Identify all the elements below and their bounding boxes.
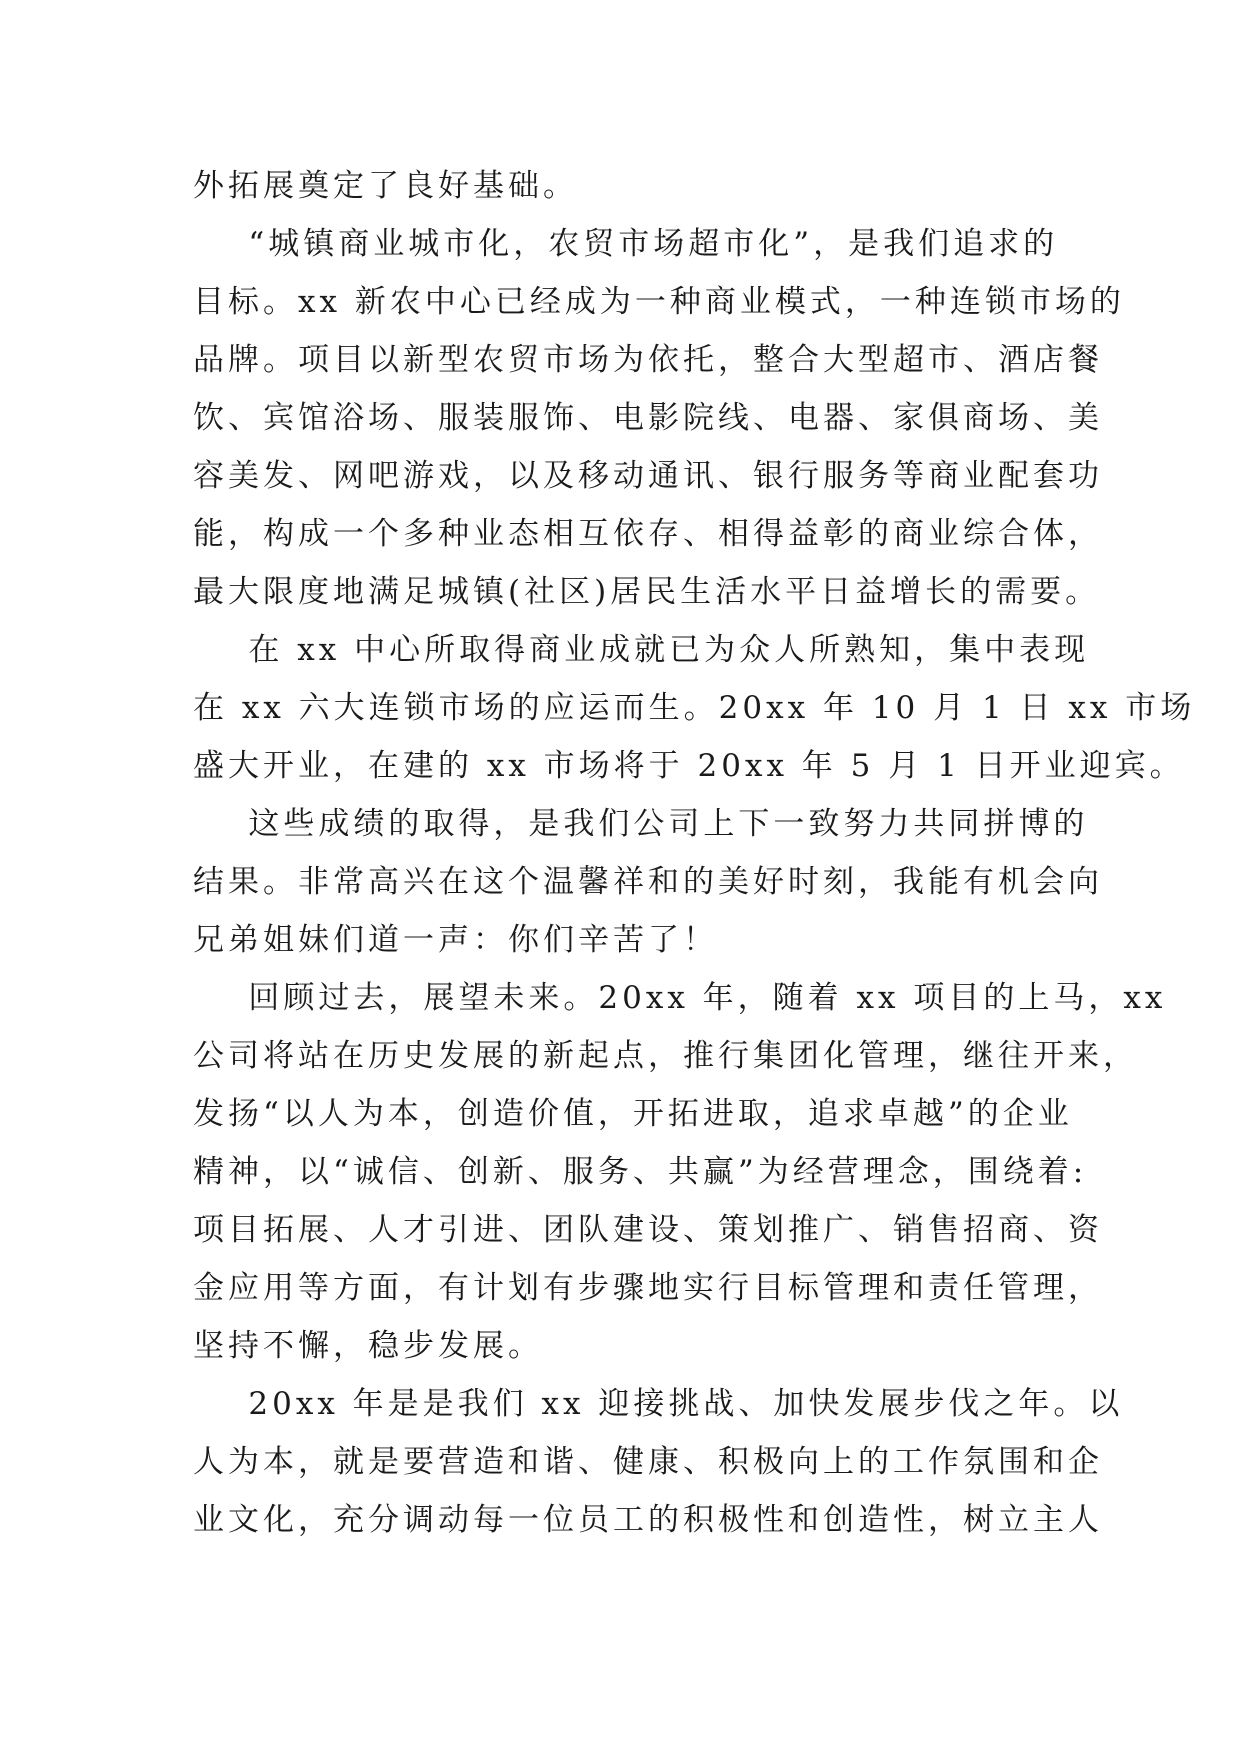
text-line: 品牌。项目以新型农贸市场为依托，整合大型超市、酒店餐 [193, 342, 1103, 378]
text-line: 饮、宾馆浴场、服装服饰、电影院线、电器、家俱商场、美 [193, 400, 1103, 436]
text-line: 人为本，就是要营造和谐、健康、积极向上的工作氛围和企 [193, 1444, 1103, 1480]
text-line: 项目拓展、人才引进、团队建设、策划推广、销售招商、资 [193, 1212, 1103, 1248]
text-line: 盛大开业，在建的 xx 市场将于 20xx 年 5 月 1 日开业迎宾。 [193, 748, 1185, 784]
body-text [193, 157, 1196, 1549]
text-line: 发扬“以人为本，创造价值，开拓进取，追求卓越”的企业 [193, 1096, 1073, 1132]
text-line: 20xx 年是是我们 xx 迎接挑战、加快发展步伐之年。以 [193, 1386, 1124, 1422]
text-line: 能，构成一个多种业态相互依存、相得益彰的商业综合体， [193, 516, 1103, 552]
text-line: 容美发、网吧游戏，以及移动通讯、银行服务等商业配套功 [193, 458, 1103, 494]
text-line: 业文化，充分调动每一位员工的积极性和创造性，树立主人 [193, 1502, 1103, 1538]
text-line: 精神，以“诚信、创新、服务、共赢”为经营理念，围绕着: [193, 1154, 1088, 1190]
text-line: 坚持不懈，稳步发展。 [193, 1328, 543, 1364]
text-line: 这些成绩的取得，是我们公司上下一致努力共同拼博的 [193, 806, 1089, 842]
text-line: “城镇商业城市化，农贸市场超市化”，是我们追求的 [193, 226, 1059, 262]
text-line: 回顾过去，展望未来。20xx 年，随着 xx 项目的上马，xx [193, 980, 1167, 1016]
text-line: 金应用等方面，有计划有步骤地实行目标管理和责任管理， [193, 1270, 1103, 1306]
text-line: 兄弟姐妹们道一声：你们辛苦了！ [193, 922, 718, 958]
text-line: 目标。xx 新农中心已经成为一种商业模式，一种连锁市场的 [193, 284, 1125, 320]
text-line: 外拓展奠定了良好基础。 [193, 168, 578, 204]
text-line: 公司将站在历史发展的新起点，推行集团化管理，继往开来， [193, 1038, 1138, 1074]
text-line: 在 xx 六大连锁市场的应运而生。20xx 年 10 月 1 日 xx 市场 [193, 690, 1196, 726]
text-line: 在 xx 中心所取得商业成就已为众人所熟知，集中表现 [193, 632, 1090, 668]
text-line: 最大限度地满足城镇(社区)居民生活水平日益增长的需要。 [193, 574, 1101, 610]
text-line: 结果。非常高兴在这个温馨祥和的美好时刻，我能有机会向 [193, 864, 1103, 900]
